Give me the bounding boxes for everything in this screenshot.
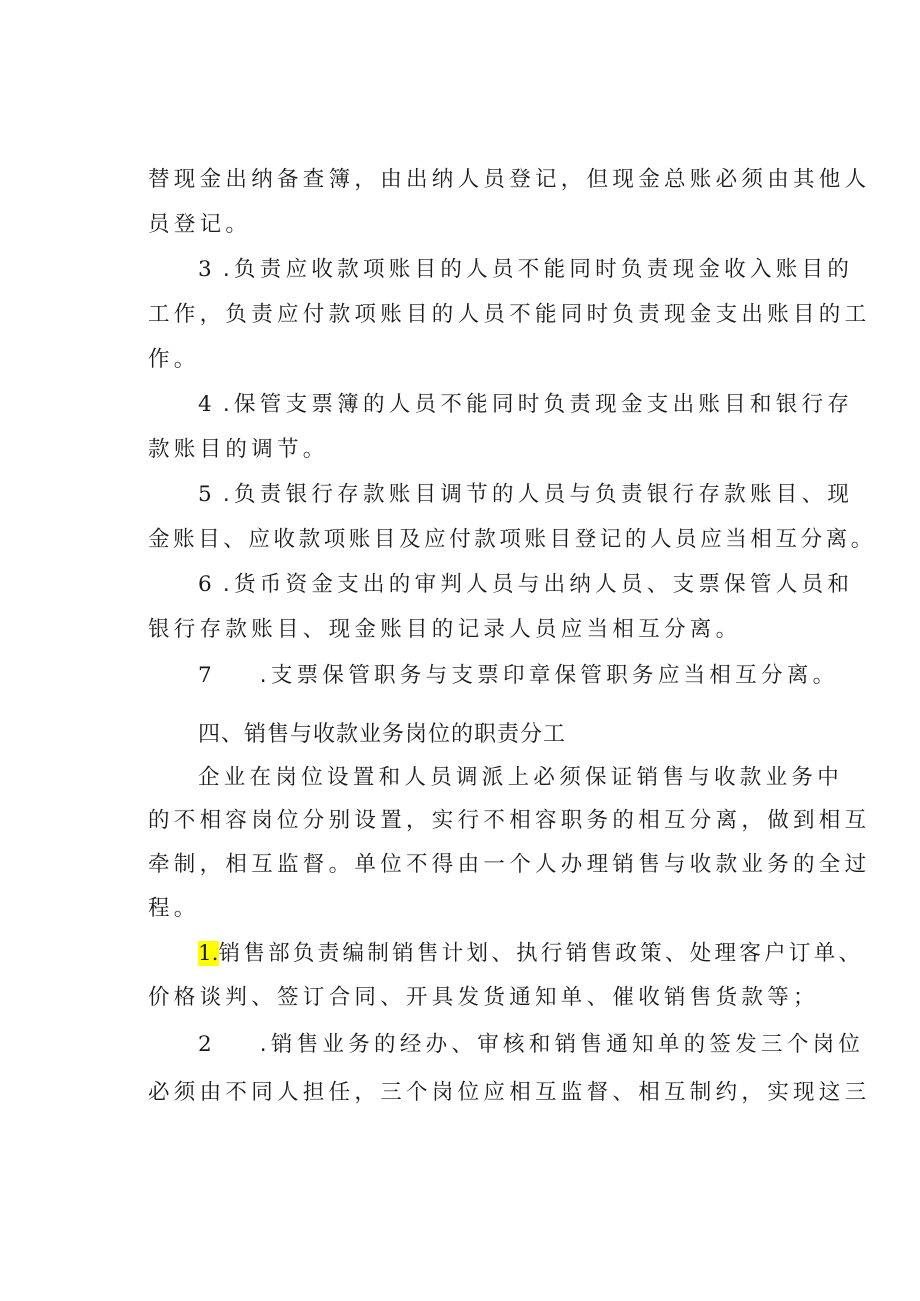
- paragraph-line: 金账目、应收款项账目及应付款项账目登记的人员应当相互分离。: [148, 527, 876, 552]
- list-item-5: [198, 480, 853, 510]
- list-item-4: [198, 390, 853, 420]
- paragraph-line: 的不相容岗位分别设置，实行不相容职务的相互分离，做到相互: [148, 808, 871, 833]
- item-text: .负责银行存款账目调节的人员与负责银行存款账目、现: [222, 482, 854, 507]
- item-text: .销售业务的经办、审核和销售通知单的签发三个岗位: [259, 1032, 865, 1057]
- list-item-6: [198, 570, 853, 600]
- list-item-7: [198, 661, 838, 691]
- paragraph-line: 款账目的调节。: [148, 437, 329, 462]
- item-number: 7: [198, 663, 212, 688]
- paragraph-line: 价格谈判、签订合同、开具发货通知单、催收销售货款等；: [148, 985, 819, 1010]
- paragraph-line: 作。: [148, 347, 200, 372]
- item-number: 2: [198, 1032, 212, 1057]
- section-heading: 四、销售与收款业务岗位的职责分工: [198, 722, 567, 747]
- item-text: .负责应收款项账目的人员不能同时负责现金收入账目的: [222, 257, 854, 282]
- item-text: .保管支票簿的人员不能同时负责现金支出账目和银行存: [222, 392, 854, 417]
- item-text: 销售部负责编制销售计划、执行销售政策、处理客户订单、: [218, 941, 864, 966]
- paragraph-line: 工作，负责应付款项账目的人员不能同时负责现金支出账目的工: [148, 302, 871, 327]
- item-number: 6: [198, 572, 212, 597]
- item-number: 3: [198, 257, 212, 282]
- paragraph-line: 替现金出纳备查簿，由出纳人员登记，但现金总账必须由其他人: [148, 167, 871, 192]
- item-number: 4: [198, 392, 212, 417]
- paragraph-line: 程。: [148, 896, 200, 921]
- paragraph-line: 必须由不同人担任，三个岗位应相互监督、相互制约，实现这三: [148, 1080, 871, 1105]
- list-item-2: [198, 1030, 864, 1060]
- highlighted-item-number: 1.: [198, 941, 219, 966]
- paragraph-line: 银行存款账目、现金账目的记录人员应当相互分离。: [148, 617, 742, 642]
- paragraph-line: 牵制，相互监督。单位不得由一个人办理销售与收款业务的全过: [148, 852, 871, 877]
- list-item-1: [198, 939, 863, 969]
- item-text: .支票保管职务与支票印章保管职务应当相互分离。: [259, 663, 839, 688]
- paragraph-line: 员登记。: [148, 212, 252, 237]
- item-text: .货币资金支出的审判人员与出纳人员、支票保管人员和: [222, 572, 854, 597]
- item-number: 5: [198, 482, 212, 507]
- list-item-3: [198, 255, 853, 285]
- paragraph-line: 企业在岗位设置和人员调派上必须保证销售与收款业务中: [198, 765, 844, 790]
